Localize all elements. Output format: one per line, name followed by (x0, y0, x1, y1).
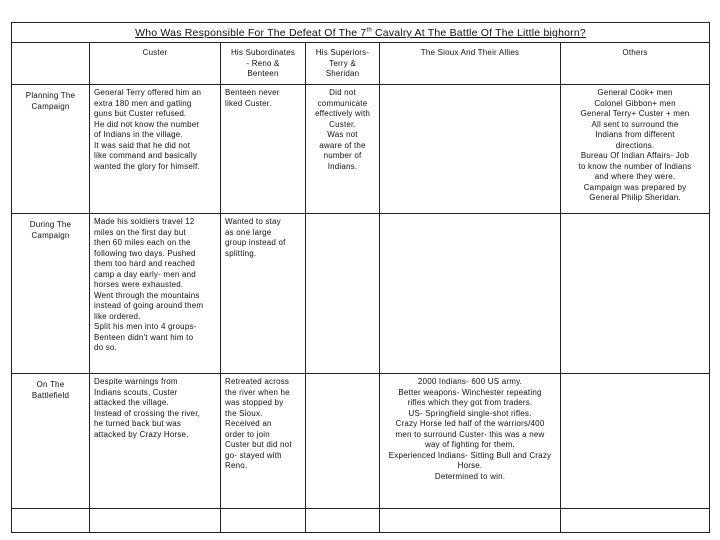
cell-empty-others (561, 509, 710, 533)
cell-text-line: His Subordinates (230, 48, 296, 57)
cell-text-line: Custer (142, 48, 168, 57)
header-row (12, 43, 710, 85)
cell-battlefield-sioux (380, 374, 561, 509)
title-rest: Cavalry At The Battle Of The Little bighorn? (371, 27, 586, 39)
cell-text-line: extra 180 men and gatling (94, 98, 192, 108)
cell-text-line: aware of the (319, 140, 366, 150)
cell-text-line: General Cook+ men (597, 88, 673, 97)
cell-text-line: General Terry+ Custer + men (580, 109, 690, 118)
cell-text-line: Sheridan (325, 69, 360, 78)
cell-text-line: to know the number of Indians (578, 161, 692, 171)
cell-text-line: Made his soldiers travel 12 (94, 217, 195, 226)
cell-during-others (561, 214, 710, 374)
cell-planning-superiors (306, 85, 380, 214)
cell-text-line: effectively with (314, 109, 371, 118)
cell-battlefield-subordinates (221, 374, 306, 509)
cell-text-line: like command and basically (94, 151, 198, 160)
cell-text-line: rifles which they got from traders. (407, 398, 533, 407)
cell-text-line: splitting. (225, 248, 257, 258)
title-row (12, 23, 710, 43)
cell-text-line: Indians from different (595, 130, 675, 139)
cell-empty-subordinates (221, 509, 306, 533)
cell-text-line: go- stayed with (225, 450, 282, 460)
cell-empty-superiors (306, 509, 380, 533)
cell-text-line: Instead of crossing the river, (94, 408, 201, 418)
cell-text-line: Benteen (247, 69, 279, 78)
cell-text-line: number of (323, 151, 362, 160)
cell-text-line: Retreated across (225, 377, 290, 386)
cell-text-line: He did not know the number (94, 119, 200, 129)
cell-during-superiors (306, 214, 380, 374)
title-superscript: th (366, 27, 372, 34)
cell-text-line: Campaign was prepared by (583, 182, 687, 192)
cell-text-line: Terry & (329, 58, 356, 68)
cell-text-line: and where they were. (594, 172, 676, 181)
cell-text-line: - Reno & (246, 58, 280, 68)
cell-planning-others (561, 85, 710, 214)
cell-text-line: Battlefield (31, 390, 70, 400)
cell-text-line: of Indians in the village. (94, 130, 183, 139)
cell-text-line: the river when he (225, 387, 290, 397)
cell-text-line: guns but Custer refused. (94, 109, 187, 118)
row-label-planning (12, 85, 90, 214)
cell-battlefield-superiors (306, 374, 380, 509)
cell-text-line: Planning The (25, 91, 76, 100)
cell-text-line: Split his men into 4 groups- (94, 322, 197, 331)
cell-text-line: attacked the village. (94, 398, 169, 407)
cell-text-line: Colonel Gibbon+ men (594, 98, 676, 108)
cell-text-line: Went through the mountains (94, 290, 200, 300)
cell-text-line: group instead of (225, 238, 286, 247)
row-during (12, 214, 710, 374)
cell-text-line: 2000 Indians- 600 US army. (417, 377, 523, 386)
cell-text-line: All sent to surround the (591, 119, 679, 129)
title-main: Who Was Responsible For The Defeat Of The 7 (135, 27, 367, 39)
cell-text-line: Benteen never (225, 88, 280, 97)
cell-text-line: Was not (327, 130, 358, 139)
cell-text-line: communicate (317, 98, 368, 108)
cell-during-subordinates (221, 214, 306, 374)
cell-text-line: Others (622, 48, 648, 57)
cell-text-line: Indians. (327, 161, 358, 171)
cell-text-line: he turned back but was (94, 419, 182, 428)
cell-text-line: camp a day early- men and (94, 269, 196, 279)
cell-text-line: the Sioux. (225, 408, 263, 418)
cell-text-line: way of fighting for them. (425, 440, 515, 449)
header-others (561, 43, 710, 85)
row-label-battlefield (12, 374, 90, 509)
cell-text-line: Bureau Of Indian Affairs- Job (580, 151, 690, 160)
cell-text-line: like ordered. (94, 311, 141, 321)
cell-text-line: General Philip Sheridan. (589, 193, 681, 202)
cell-text-line: Campaign (31, 230, 70, 240)
cell-text-line: them too hard and reached (94, 259, 196, 268)
cell-empty-sioux (380, 509, 561, 533)
cell-text-line: men to surround Custer- this was a new (395, 429, 545, 439)
responsibility-table (11, 22, 710, 533)
cell-text-line: Despite warnings from (94, 377, 178, 386)
cell-text-line: Reno. (225, 461, 248, 470)
cell-text-line: Received an (225, 419, 272, 428)
cell-text-line: as one large (225, 227, 272, 237)
cell-text-line: On The (36, 380, 65, 389)
cell-text-line: It was said that he did not (94, 140, 191, 150)
cell-text-line: Wanted to stay (225, 217, 281, 226)
cell-text-line: instead of going around them (94, 301, 204, 310)
cell-text-line: miles on the first day but (94, 227, 186, 237)
cell-text-line: was stopped by (225, 398, 284, 407)
cell-planning-subordinates (221, 85, 306, 214)
cell-text-line: wanted the glory for himself. (94, 161, 200, 171)
cell-text-line: attacked by Crazy Horse. (94, 429, 189, 439)
row-label-during (12, 214, 90, 374)
row-empty (12, 509, 710, 533)
cell-text-line: Benteen didn't want him to (94, 332, 194, 342)
cell-text-line: directions. (615, 140, 655, 150)
header-corner-cell (12, 43, 90, 85)
cell-text-line: Did not (329, 88, 356, 97)
cell-text-line: horses were exhausted. (94, 280, 184, 289)
cell-text-line: Horse. (457, 461, 483, 470)
cell-text-line: General Terry offered him an (94, 88, 202, 97)
cell-text-line: liked Custer. (225, 98, 272, 108)
cell-text-line: Determined to win. (434, 471, 506, 481)
cell-text-line: following two days. Pushed (94, 248, 196, 258)
cell-text-line: order to join (225, 429, 270, 439)
cell-text-line: Experienced Indians- Sitting Bull and Crazy (388, 450, 552, 460)
cell-text-line: Custer. (329, 119, 356, 129)
cell-planning-sioux (380, 85, 561, 214)
cell-text-line: Custer but did not (225, 440, 292, 449)
cell-text-line: Campaign (31, 101, 70, 111)
cell-text-line: then 60 miles each on the (94, 238, 191, 247)
table-title (12, 23, 710, 43)
cell-text-line: Crazy Horse led half of the warriors/400 (395, 419, 545, 428)
cell-battlefield-others (561, 374, 710, 509)
cell-during-custer (90, 214, 221, 374)
header-sioux-allies (380, 43, 561, 85)
cell-text-line: Better weapons- Winchester repeating (398, 387, 542, 397)
row-label-empty (12, 509, 90, 533)
cell-text-line: During The (29, 220, 72, 229)
cell-battlefield-custer (90, 374, 221, 509)
cell-empty-custer (90, 509, 221, 533)
header-custer (90, 43, 221, 85)
header-superiors (306, 43, 380, 85)
cell-text-line: The Sioux And Their Allies (420, 48, 520, 57)
row-planning (12, 85, 710, 214)
cell-text-line: His Superiors- (315, 48, 370, 57)
header-subordinates (221, 43, 306, 85)
cell-during-sioux (380, 214, 561, 374)
cell-text-line: do so. (94, 343, 117, 352)
cell-text-line: US- Springfield single-shot rifles. (408, 408, 532, 418)
cell-planning-custer (90, 85, 221, 214)
cell-text-line: Indians scouts, Custer (94, 387, 178, 397)
row-battlefield (12, 374, 710, 509)
